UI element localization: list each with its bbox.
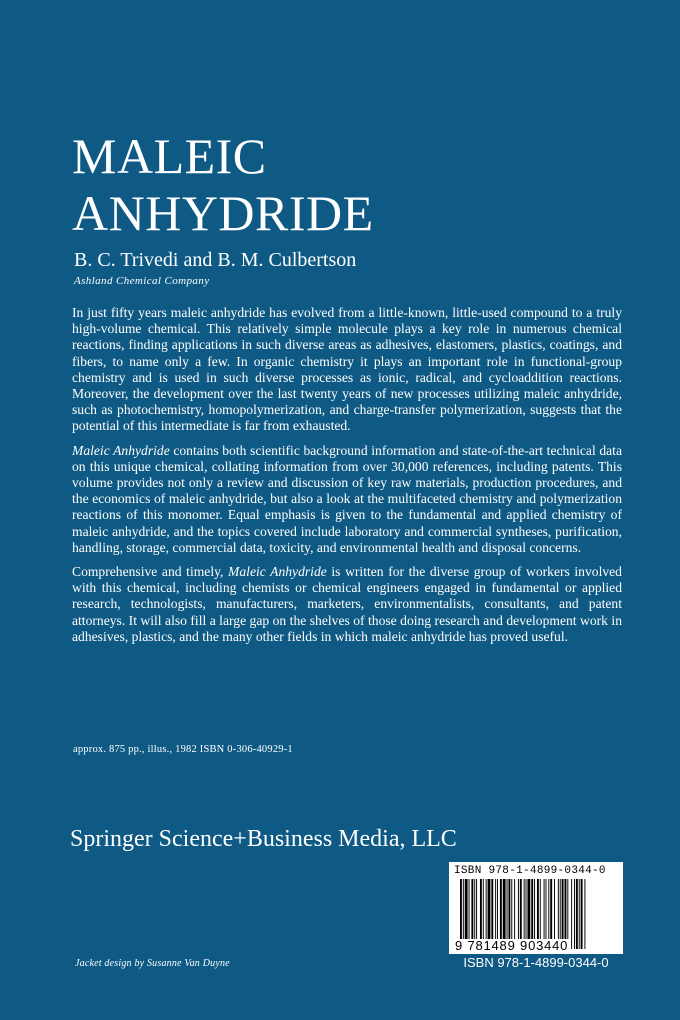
paragraph-1: In just fifty years maleic anhydride has evolved from a little-known, little-used compound to a truly high-volume chemical. This relatively simple molecule plays a key role in numerous chemical reactions, finding applications in such diverse areas as adhesives, elastomers, plastics, coatings, and fibers, to name only a few. In organic chemistry it plays an important role in functional-group chemistry and is used in such diverse processes as ionic, radical, and cycloaddition reactions. Moreover, the development over the last twenty years of new processes utilizing maleic anhydride, such as photochemistry, homopolymerization, and charge-transfer polymerization, suggests that the potential of this intermediate is far from exhausted. <box>72 305 622 434</box>
title-line-1: MALEIC <box>72 128 267 184</box>
barcode-bar <box>584 879 585 949</box>
book-title <box>72 128 374 242</box>
publication-info: approx. 875 pp., illus., 1982 ISBN 0-306-40929-1 <box>73 744 293 755</box>
publisher-name: Springer Science+Business Media, LLC <box>70 826 457 852</box>
book-title-italic: Maleic Anhydride <box>72 442 170 458</box>
barcode-bar <box>579 879 580 949</box>
paragraph-3-lead: Comprehensive and timely, <box>72 564 229 580</box>
affiliation: Ashland Chemical Company <box>74 275 210 287</box>
barcode-digits: 9 781489 903440 <box>455 938 569 953</box>
title-line-2: ANHYDRIDE <box>72 185 374 241</box>
paragraph-3 <box>72 564 622 645</box>
description <box>72 305 622 653</box>
book-title-italic: Maleic Anhydride <box>228 564 327 580</box>
barcode-bar <box>581 879 583 949</box>
barcode-isbn-top: ISBN 978-1-4899-0344-0 <box>454 865 606 877</box>
paragraph-2 <box>72 443 622 556</box>
barcode <box>449 862 623 954</box>
jacket-credit: Jacket design by Susanne Van Duyne <box>75 958 230 969</box>
authors: B. C. Trivedi and B. M. Culbertson <box>74 249 357 271</box>
barcode-bar <box>571 879 572 949</box>
isbn-label: ISBN 978-1-4899-0344-0 <box>463 955 609 970</box>
paragraph-3-text: is written for the diverse group of workers involved with this chemical, including chemists or chemical engineers engaged in fundamental or applied research, technologists, manufacturers, marketers, environmentalists, consultants, and patent attorneys. It will also fill a large gap on the shelves of those doing research and development work in adhesives, plastics, and the many other fields in which maleic anhydride has proved useful. <box>72 564 622 644</box>
barcode-bar <box>574 879 575 949</box>
barcode-bar <box>576 879 578 949</box>
paragraph-2-text: contains both scientific background information and state-of-the-art technical data on this unique chemical, collating information from over 30,000 references, including patents. This volume provides not only a review and discussion of key raw materials, production procedures, and the economics of maleic anhydride, but also a look at the multifaceted chemistry and polymerization reactions of this monomer. Equal emphasis is given to the fundamental and applied chemistry of maleic anhydride, and the topics covered include laboratory and commercial syntheses, purification, handling, storage, commercial data, toxicity, and environmental health and disposal concerns. <box>72 442 622 555</box>
